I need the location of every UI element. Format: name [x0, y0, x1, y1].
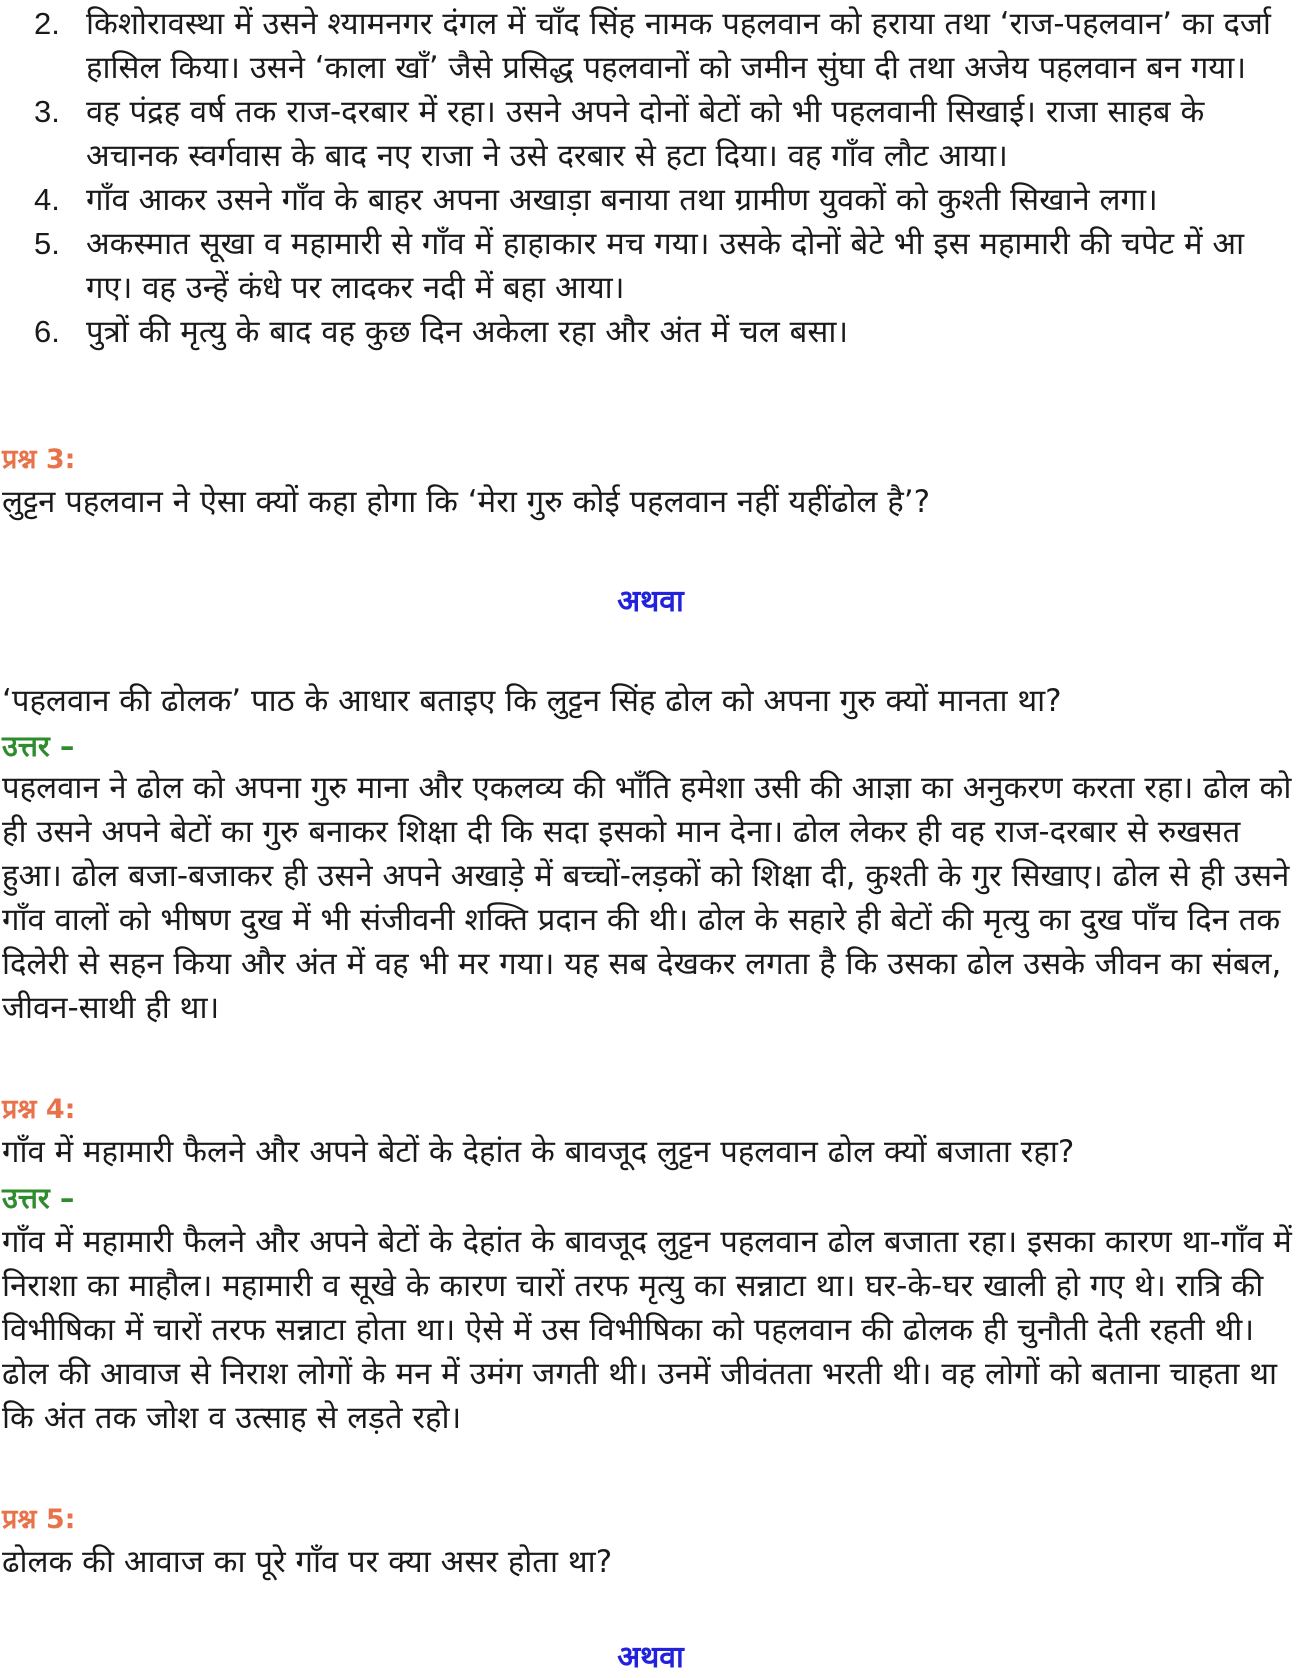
question-4-label: प्रश्न 4: [2, 1094, 76, 1125]
question-4-text: गाँव में महामारी फैलने और अपने बेटों के देहांत के बावजूद लुट्टन पहलवान ढोल क्यों बजाता रहा? [2, 1134, 1075, 1170]
list-item [0, 178, 1301, 222]
question-5-text: ढोलक की आवाज का पूरे गाँव पर क्या असर होता था? [2, 1544, 613, 1580]
list-item-text: वह पंद्रह वर्ष तक राज-दरबार में रहा। उसने अपने दोनों बेटों को भी पहलवानी सिखाई। राजा साहब के अचानक स्वर्गवास के बाद नए राजा ने उसे दरबार से हटा दिया। वह गाँव लौट आया। [86, 94, 1205, 174]
list-item-number: 3. [34, 94, 60, 129]
list-item-number: 5. [34, 226, 60, 261]
list-item-text: गाँव आकर उसने गाँव के बाहर अपना अखाड़ा बनाया तथा ग्रामीण युवकों को कुश्ती सिखाने लगा। [86, 182, 1158, 218]
answer-points-list [0, 2, 1301, 354]
question-3-answer: पहलवान ने ढोल को अपना गुरु माना और एकलव्य की भाँति हमेशा उसी की आज्ञा का अनुकरण करता रहा। ढोल को ही उसने अपने बेटों का गुरु बनाकर शिक्षा दी कि सदा इसको मान देना। ढोल लेकर ही वह राज-दरबार से रुखसत हुआ। ढोल बजा-बजाकर ही उसने अपने अखाड़े में बच्चों-लड़कों को शिक्षा दी, कुश्ती के गुर सिखाए। ढोल से ही उसने गाँव वालों को भीषण दुख में भी संजीवनी शक्ति प्रदान की थी। ढोल के सहारे ही बेटों की मृत्यु का दुख पाँच दिन तक दिलेरी से सहन किया और अंत में वह भी मर गया। यह सब देखकर लगता है कि उसका ढोल उसके जीवन का संबल, जीवन-साथी ही था। [2, 770, 1292, 1026]
question-3-text: लुट्टन पहलवान ने ऐसा क्यों कहा होगा कि ‘मेरा गुरु कोई पहलवान नहीं यहींढोल है’? [2, 484, 931, 520]
list-item [0, 2, 1301, 90]
list-item [0, 90, 1301, 178]
question-5-label: प्रश्न 5: [2, 1504, 76, 1535]
question-5-or-label: अथवा [617, 1640, 684, 1675]
question-3-alt-text: ‘पहलवान की ढोलक’ पाठ के आधार बताइए कि लुट्टन सिंह ढोल को अपना गुरु क्यों मानता था? [2, 683, 1062, 719]
question-4-answer-label: उत्तर – [2, 1181, 75, 1215]
question-3-answer-label: उत्तर – [2, 729, 75, 763]
question-3-label: प्रश्न 3: [2, 444, 76, 475]
question-4-answer: गाँव में महामारी फैलने और अपने बेटों के देहांत के बावजूद लुट्टन पहलवान ढोल बजाता रहा। इसका कारण था-गाँव में निराशा का माहौल। महामारी व सूखे के कारण चारों तरफ मृत्यु का सन्नाटा था। घर-के-घर खाली हो गए थे। रात्रि की विभीषिका में चारों तरफ सन्नाटा होता था। ऐसे में उस विभीषिका को पहलवान की ढोलक ही चुनौती देती रहती थी। ढोल की आवाज से निराश लोगों के मन में उमंग जगती थी। उनमें जीवंतता भरती थी। वह लोगों को बताना चाहता था कि अंत तक जोश व उत्साह से लड़ते रहो। [2, 1224, 1292, 1436]
list-item-text: पुत्रों की मृत्यु के बाद वह कुछ दिन अकेला रहा और अंत में चल बसा। [86, 314, 849, 350]
list-item-number: 2. [34, 6, 60, 41]
list-item [0, 310, 1301, 354]
list-item-number: 6. [34, 314, 60, 349]
list-item [0, 222, 1301, 310]
list-item-text: अकस्मात सूखा व महामारी से गाँव में हाहाकार मच गया। उसके दोनों बेटे भी इस महामारी की चपेट में आ गए। वह उन्हें कंधे पर लादकर नदी में बहा आया। [86, 226, 1245, 306]
list-item-number: 4. [34, 182, 60, 217]
question-3-or-label: अथवा [617, 584, 684, 619]
list-item-text: किशोरावस्था में उसने श्यामनगर दंगल में चाँद सिंह नामक पहलवान को हराया तथा ‘राज-पहलवान’ का दर्जा हासिल किया। उसने ‘काला खाँ’ जैसे प्रसिद्ध पहलवानों को जमीन सुंघा दी तथा अजेय पहलवान बन गया। [86, 6, 1271, 86]
